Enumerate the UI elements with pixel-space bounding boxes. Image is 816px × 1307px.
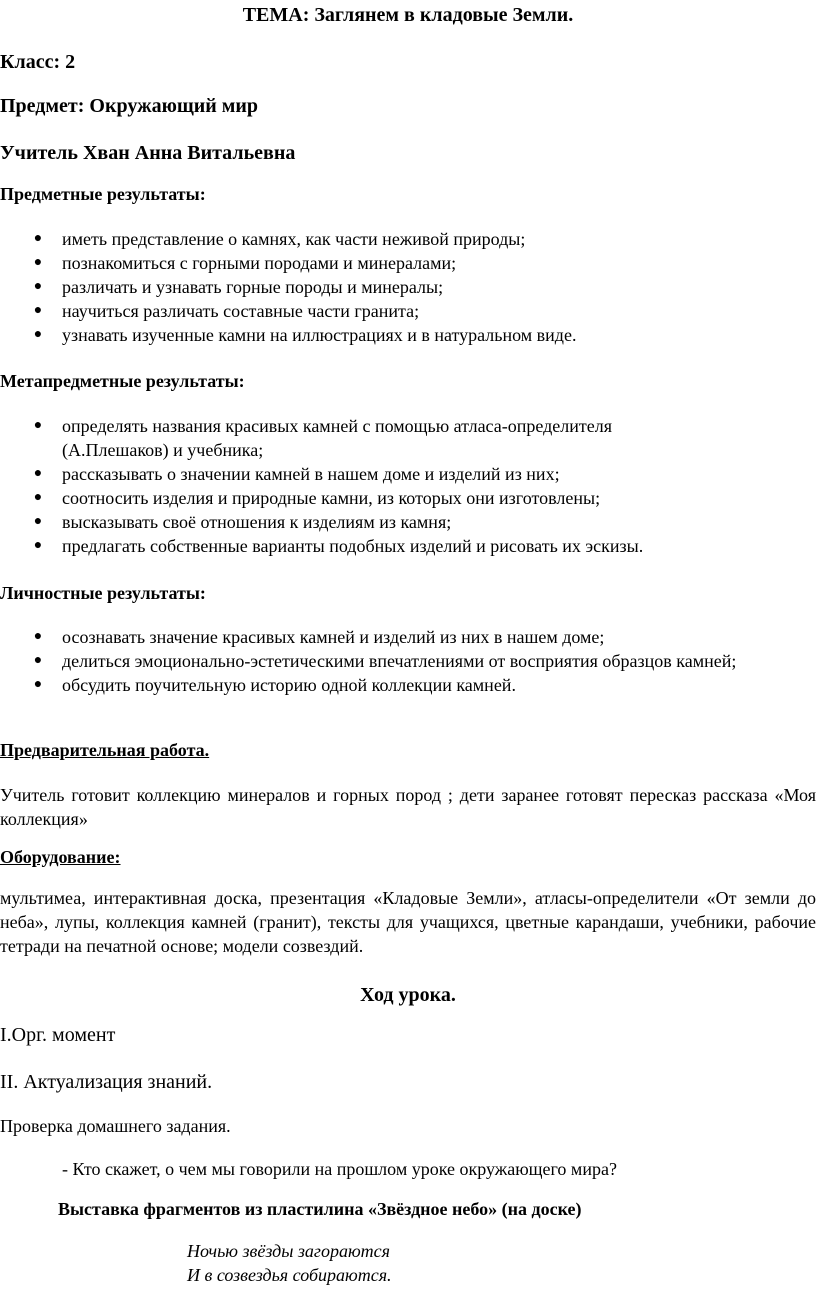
list-item: ● познакомиться с горными породами и минералами; [33,253,457,273]
topic-title: ТЕМА: Заглянем в кладовые Земли. [242,4,574,26]
list-item: ● соотносить изделия и природные камни, из которых они изготовлены; [33,488,601,508]
bullet-icon: ● [33,466,43,481]
bullet-icon: ● [33,255,43,270]
list-item: ● делиться эмоционально-эстетическими впечатлениями от восприятия образцов камней; [33,651,737,671]
list-item: ● осознавать значение красивых камней и изделий из них в нашем доме; [33,627,605,647]
subject-results-heading: Предметные результаты: [0,184,206,204]
teacher-line: Учитель Хван Анна Витальевна [0,142,296,164]
exhibition-line: Выставка фрагментов из пластилина «Звёздное небо» (на доске) [58,1199,582,1219]
list-item: ● обсудить поучительную историю одной коллекции камней. [33,675,516,695]
bullet-icon: ● [33,538,43,553]
list-item: ● рассказывать о значении камней в нашем доме и изделий из них; [33,464,560,484]
bullet-icon: ● [33,303,43,318]
bullet-icon: ● [33,490,43,505]
list-item: ● узнавать изученные камни на иллюстрациях и в натуральном виде. [33,325,577,345]
list-item: ● определять названия красивых камней с помощью атласа-определителя (А.Плешаков) и учебника; [33,416,613,460]
subject-line: Предмет: Окружающий мир [0,95,259,117]
subject-results-list [0,227,816,347]
list-item: ● иметь представление о камнях, как части неживой природы; [33,229,526,249]
list-item: ● предлагать собственные варианты подобных изделий и рисовать их эскизы. [33,536,644,556]
bullet-icon: ● [33,279,43,294]
lesson-step-1: I.Орг. момент [0,1024,116,1046]
lesson-step-2: II. Актуализация знаний. [0,1071,213,1093]
meta-results-list [0,414,700,558]
bullet-icon: ● [33,418,43,433]
poem-line: И в созвездья собираются. [187,1265,392,1285]
meta-results-heading: Метапредметные результаты: [0,371,245,391]
personal-results-heading: Личностные результаты: [0,583,206,603]
lesson-title: Ход урока. [360,984,456,1006]
bullet-icon: ● [33,653,43,668]
bullet-icon: ● [33,231,43,246]
personal-results-list [0,625,816,697]
preliminary-heading: Предварительная работа. [0,740,210,760]
list-item: ● научиться различать составные части гранита; [33,301,420,321]
bullet-icon: ● [33,629,43,644]
grade-line: Класс: 2 [0,51,76,73]
teacher-question: - Кто скажет, о чем мы говорили на прошлом уроке окружающего мира? [62,1159,617,1179]
preliminary-text: Учитель готовит коллекцию минералов и горных пород ; дети заранее готовят пересказ рассказа «Моя коллекция» [0,785,816,829]
poem-line: Ночью звёзды загораются [187,1241,391,1261]
bullet-icon: ● [33,514,43,529]
bullet-icon: ● [33,677,43,692]
equipment-text: мультимеа, интерактивная доска, презентация «Кладовые Земли», атласы-определители «От земли до неба», лупы, коллекция камней (гранит), тексты для учащихся, цветные карандаши, учебники, рабочие тетради на печатной основе; модели созвездий. [0,888,816,956]
equipment-heading: Оборудование: [0,847,121,867]
list-item: ● различать и узнавать горные породы и минералы; [33,277,444,297]
bullet-icon: ● [33,327,43,342]
list-item: ● высказывать своё отношения к изделиям из камня; [33,512,452,532]
homework-check: Проверка домашнего задания. [0,1116,231,1136]
